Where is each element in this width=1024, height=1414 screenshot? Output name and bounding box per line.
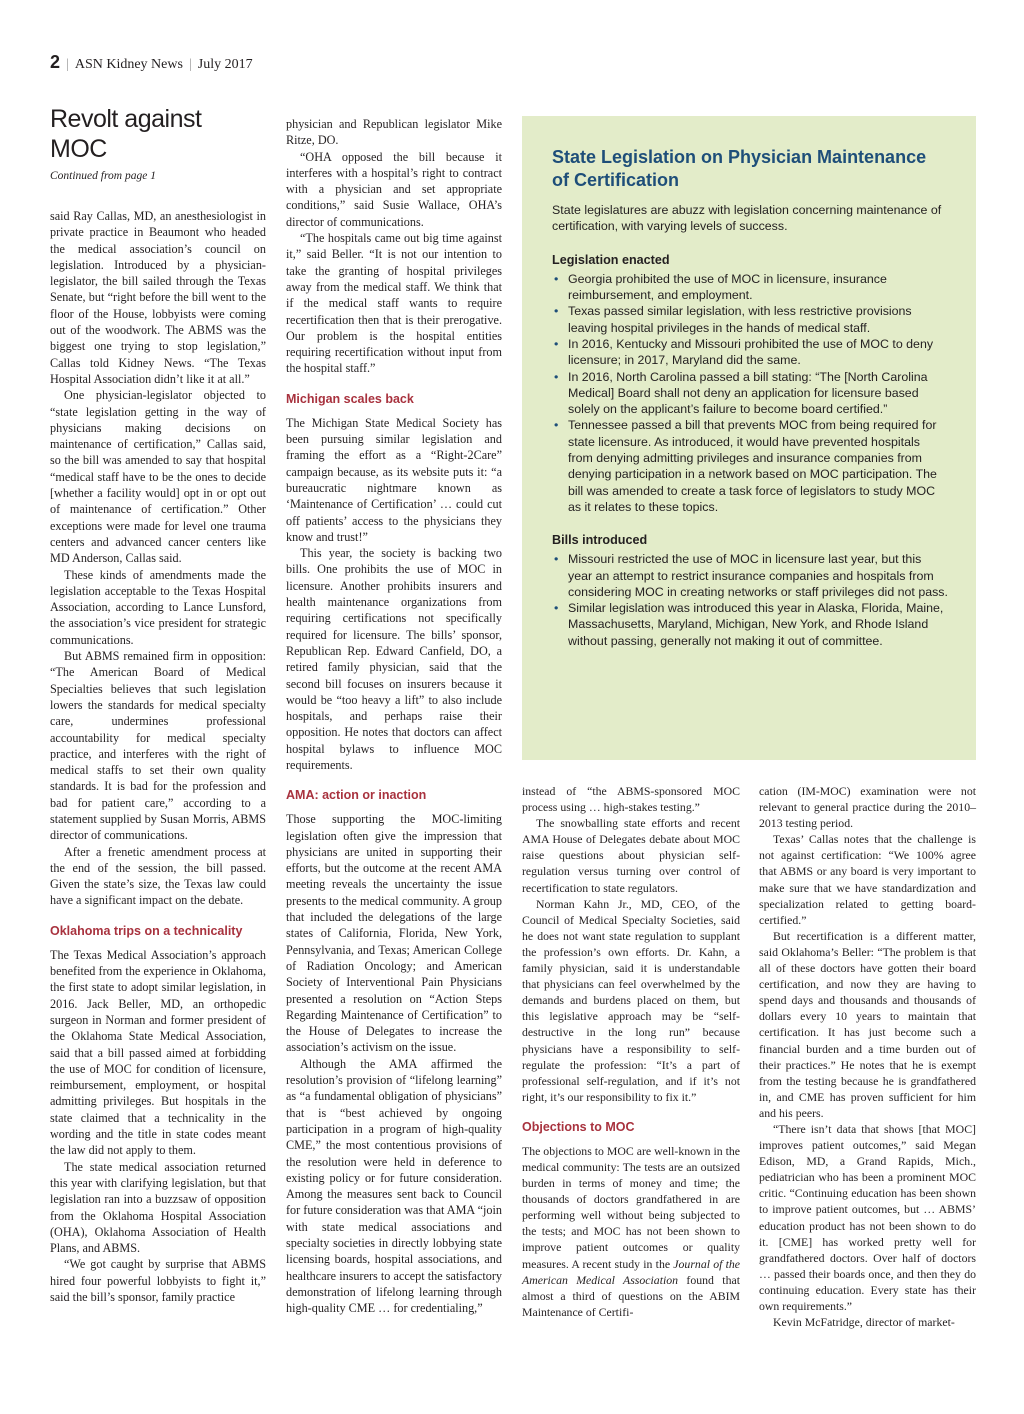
- masthead: [50, 52, 253, 73]
- paragraph: Texas’ Callas notes that the challenge is not against certification: “We 100% agree that ABMS or any board is very important to make sure that we have standardization and specialization related to getting board-certified.”: [759, 832, 976, 927]
- paragraph: These kinds of amendments made the legislation acceptable to the Texas Hospital Association, according to Lance Lunsford, the association’s vice president for strategic communications.: [50, 567, 266, 647]
- section-heading-ama: AMA: action or inaction: [286, 788, 427, 803]
- sidebar-title: State Legislation on Physician Maintenance of Certification: [552, 147, 927, 190]
- paragraph: After a frenetic amendment process at the end of the session, the bill passed. Given the state’s size, the Texas law could have a significant impact on the debate.: [50, 844, 266, 908]
- paragraph: One physician-legislator objected to “state legislation getting in the way of physicians making decisions on maintenance of certification,” Callas said, so the bill was amended to say that hospital “medical staff have to be the ones to decide [whether a facility would] opt in or opt out of maintenance of certification.” Other exceptions were made for level one trauma centers and advanced cancer centers like MD Anderson, Callas said.: [50, 388, 266, 566]
- journal-title: Journal of the American Medical Association: [522, 1256, 741, 1287]
- publication-name: ASN Kidney News: [74, 57, 183, 72]
- list-item: • Georgia prohibited the use of MOC in licensure, insurance reimbursement, and employment.: [552, 271, 948, 304]
- article-headline: Revolt against MOC: [50, 105, 202, 163]
- list-item: • In 2016, Kentucky and Missouri prohibited the use of MOC to deny licensure; in 2017, Maryland did the same.: [552, 336, 948, 369]
- sidebar-box: [522, 116, 976, 760]
- paragraph: “OHA opposed the bill because it interferes with a hospital’s right to contract with a physician and set appropriate conditions,” said Susie Wallace, OHA’s director of communications.: [286, 149, 502, 229]
- masthead-separator: |: [188, 57, 192, 72]
- paragraph: This year, the society is backing two bills. One prohibits the use of MOC in licensure. Another prohibits insurers and health maintenance organizations from requiring certifications not specifically required for licensure. The bills’ sponsor, Republican Rep. Edward Canfield, DO, a retired family physician, said that the second bill focuses on insurers because it would be “too heavy a lift” to also include hospitals, and perhaps raise their opposition. He notes that doctors can affect hospital bylaws to influence MOC requirements.: [286, 546, 502, 772]
- section-heading-objections: Objections to MOC: [522, 1119, 635, 1134]
- sidebar-intro: State legislatures are abuzz with legislation concerning maintenance of certification, with varying levels of success.: [552, 203, 942, 234]
- paragraph: But ABMS remained firm in opposition: “The American Board of Medical Specialties believes that such legislation lowers the standards for medical specialty care, undermines professional accountability for medical specialty practice, and interferes with the right of medical staffs to set their own quality standards. It is bad for the profession and bad for patient care,” according to a statement supplied by Susan Morris, ABMS director of communications.: [50, 649, 266, 843]
- paragraph: The state medical association returned this year with clarifying legislation, but that legislation ran into a buzzsaw of opposition from the Oklahoma Hospital Association (OHA), Oklahoma Association of Health Plans, and ABMS.: [50, 1159, 266, 1256]
- paragraph: The snowballing state efforts and recent AMA House of Delegates debate about MOC raise questions about physician self-regulation versus turning over control of recertification to state regulators.: [522, 816, 740, 895]
- paragraph: Norman Kahn Jr., MD, CEO, of the Council of Medical Specialty Societies, said he does not want state regulation to supplant the profession’s own efforts. Dr. Kahn, a family physician, said it is understandable that physicians can feel overwhelmed by the demands and burdens placed on them, but this legislative approach may be “self-destructive in the long run” because physicians have a responsibility to self-regulate the profession: “It’s a part of professional self-regulation, and if it’s not right, it’s our responsibility to fix it.”: [522, 896, 740, 1104]
- paragraph: physician and Republican legislator Mike Ritze, DO.: [286, 117, 502, 148]
- paragraph: The objections to MOC are well-known in the medical community: The tests are an outsized burden in terms of money and time; the thousands of doctors grandfathered in are performing well without being subjected to the tests; and MOC has not been shown to improve patient outcomes or quality measures. A recent study in the Journal of the American Medical Association found that almost a third of questions on the ABIM Maintenance of Certifi-: [522, 1143, 741, 1319]
- section-heading-oklahoma: Oklahoma trips on a technicality: [50, 923, 243, 938]
- list-item: • Texas passed similar legislation, with less restrictive provisions leaving hospital privileges in the hands of medical staff.: [552, 303, 948, 336]
- article-column-3: [522, 783, 740, 1320]
- paragraph: Those supporting the MOC-limiting legislation often give the impression that physicians are united in supporting their efforts, but the outcome at the recent AMA meeting reveals the uncertainty the issue presents to the medical community. A group that included the delegations of the large states of California, Florida, New York, Pennsylvania, and Texas; American College of Radiation Oncology; and American Society of Interventional Pain Physicians presented a resolution on “Action Steps Regarding Maintenance of Certification” to the House of Delegates to increase the association’s activism on the issue.: [286, 812, 502, 1055]
- sidebar-heading-introduced: Bills introduced: [552, 533, 648, 548]
- introduced-list: [552, 551, 948, 649]
- enacted-list: [552, 271, 948, 515]
- paragraph: “There isn’t data that shows [that MOC] improves patient outcomes,” said Megan Edison, MD, a Grand Rapids, Mich., pediatrician who has been a prominent MOC critic. “Continuing education has been shown to improve patient outcomes, but … ABMS’ education product has not been shown to do it. [CME] has worked pretty well for grandfathered doctors. Over half of doctors … passed their boards once, and then they do continuing education. Every state has their own requirements.”: [759, 1121, 976, 1313]
- paragraph: instead of “the ABMS-sponsored MOC process using … high-stakes testing.”: [522, 784, 740, 815]
- article-column-1: [50, 208, 266, 1305]
- article-column-4: [759, 783, 976, 1330]
- paragraph: Although the AMA affirmed the resolution’s provision of “lifelong learning” as “a fundamental obligation of physicians” that is “best achieved by ongoing participation in a program of high-quality CME,” the most contentious provisions of the resolution were held in deference to existing policy or for future consideration. Among the measures sent back to Council for future consideration was that AMA “join with state medical associations and specialty societies in directly lobbying state licensing boards, hospital associations, and healthcare insurers to accept the satisfactory demonstration of lifelong learning through high-quality CME … for credentialing,”: [286, 1056, 502, 1316]
- continued-from-note: Continued from page 1: [50, 170, 156, 182]
- paragraph: The Michigan State Medical Society has been pursuing similar legislation and framing the effort as a “Right-2Care” campaign because, as its website puts it: “a bureaucratic nightmare known as ‘Maintenance of Certification’ … could cut off patients’ access to the physicians they know and trust!”: [286, 415, 502, 544]
- article-column-2: [286, 116, 502, 1316]
- paragraph: “The hospitals came out big time against it,” said Beller. “It is not our intention to take the granting of hospital privileges away from the medical staff. We think that if the medical staff wants to require recertification then that is their prerogative. Our problem is the hospital entities requiring recertification without input from the hospital staff.”: [286, 231, 502, 376]
- paragraph: “We got caught by surprise that ABMS hired four powerful lobbyists to fight it,” said the bill’s sponsor, family practice: [50, 1257, 266, 1304]
- paragraph: But recertification is a different matter, said Oklahoma’s Beller: “The problem is that all of these doctors have gotten their board certification, and now they are having to spend days and thousands and thousands of dollars every 10 years to maintain that certification. It has just become such a financial burden and a time burden out of their practices.” He notes that he is exempt from the testing because he is grandfathered in, and CME has proven sufficient for him and his peers.: [759, 928, 976, 1120]
- page-number: 2: [50, 52, 61, 72]
- sidebar-heading-enacted: Legislation enacted: [552, 252, 670, 267]
- list-item: • Similar legislation was introduced this year in Alaska, Florida, Maine, Massachusetts, Maryland, Michigan, New York, and Rhode Island without passing, generally not making it out of committee.: [552, 600, 948, 649]
- masthead-separator: |: [66, 57, 69, 72]
- paragraph: The Texas Medical Association’s approach benefited from the experience in Oklahoma, the first state to adopt similar legislation, in 2016. Jack Beller, MD, an orthopedic surgeon in Norman and former president of the Oklahoma State Medical Association, said that a bill passed aimed at forbidding the use of MOC for condition of licensure, reimbursement, employment, or hospital admitting privileges. But hospitals in the state claimed that a technicality in the wording and the title in state codes meant the law did not apply to them.: [50, 947, 266, 1158]
- paragraph: Kevin McFatridge, director of market-: [773, 1315, 955, 1330]
- list-item: • Missouri restricted the use of MOC in licensure last year, but this year an attempt to restrict insurance companies and hospitals from considering MOC in creating networks or staff privileges did not pass.: [552, 551, 948, 600]
- list-item: • In 2016, North Carolina passed a bill stating: “The [North Carolina Medical] Board shall not deny an application for licensure based solely on the applicant’s failure to become board certified.”: [552, 369, 948, 418]
- paragraph: cation (IM-MOC) examination were not relevant to general practice during the 2010–2013 testing period.: [759, 784, 976, 831]
- issue-date: July 2017: [197, 57, 253, 72]
- paragraph: said Ray Callas, MD, an anesthesiologist in private practice in Beaumont who headed the medical association’s council on legislation. Introduced by a physician-legislator, the bill sailed through the Texas Senate, but “right before the bill went to the floor of the House, lobbyists were coming out of the woodwork. The ABMS was the biggest one trying to stop legislation,” Callas told Kidney News. “The Texas Hospital Association didn’t like it at all.”: [50, 209, 266, 386]
- list-item: • Tennessee passed a bill that prevents MOC from being required for state licensure. As introduced, it would have prevented hospitals from denying admitting privileges and insurance companies from denying participation in a network based on MOC participation. The bill was amended to create a task force of legislators to study MOC as it relates to these topics.: [552, 417, 948, 515]
- section-heading-michigan: Michigan scales back: [286, 391, 414, 406]
